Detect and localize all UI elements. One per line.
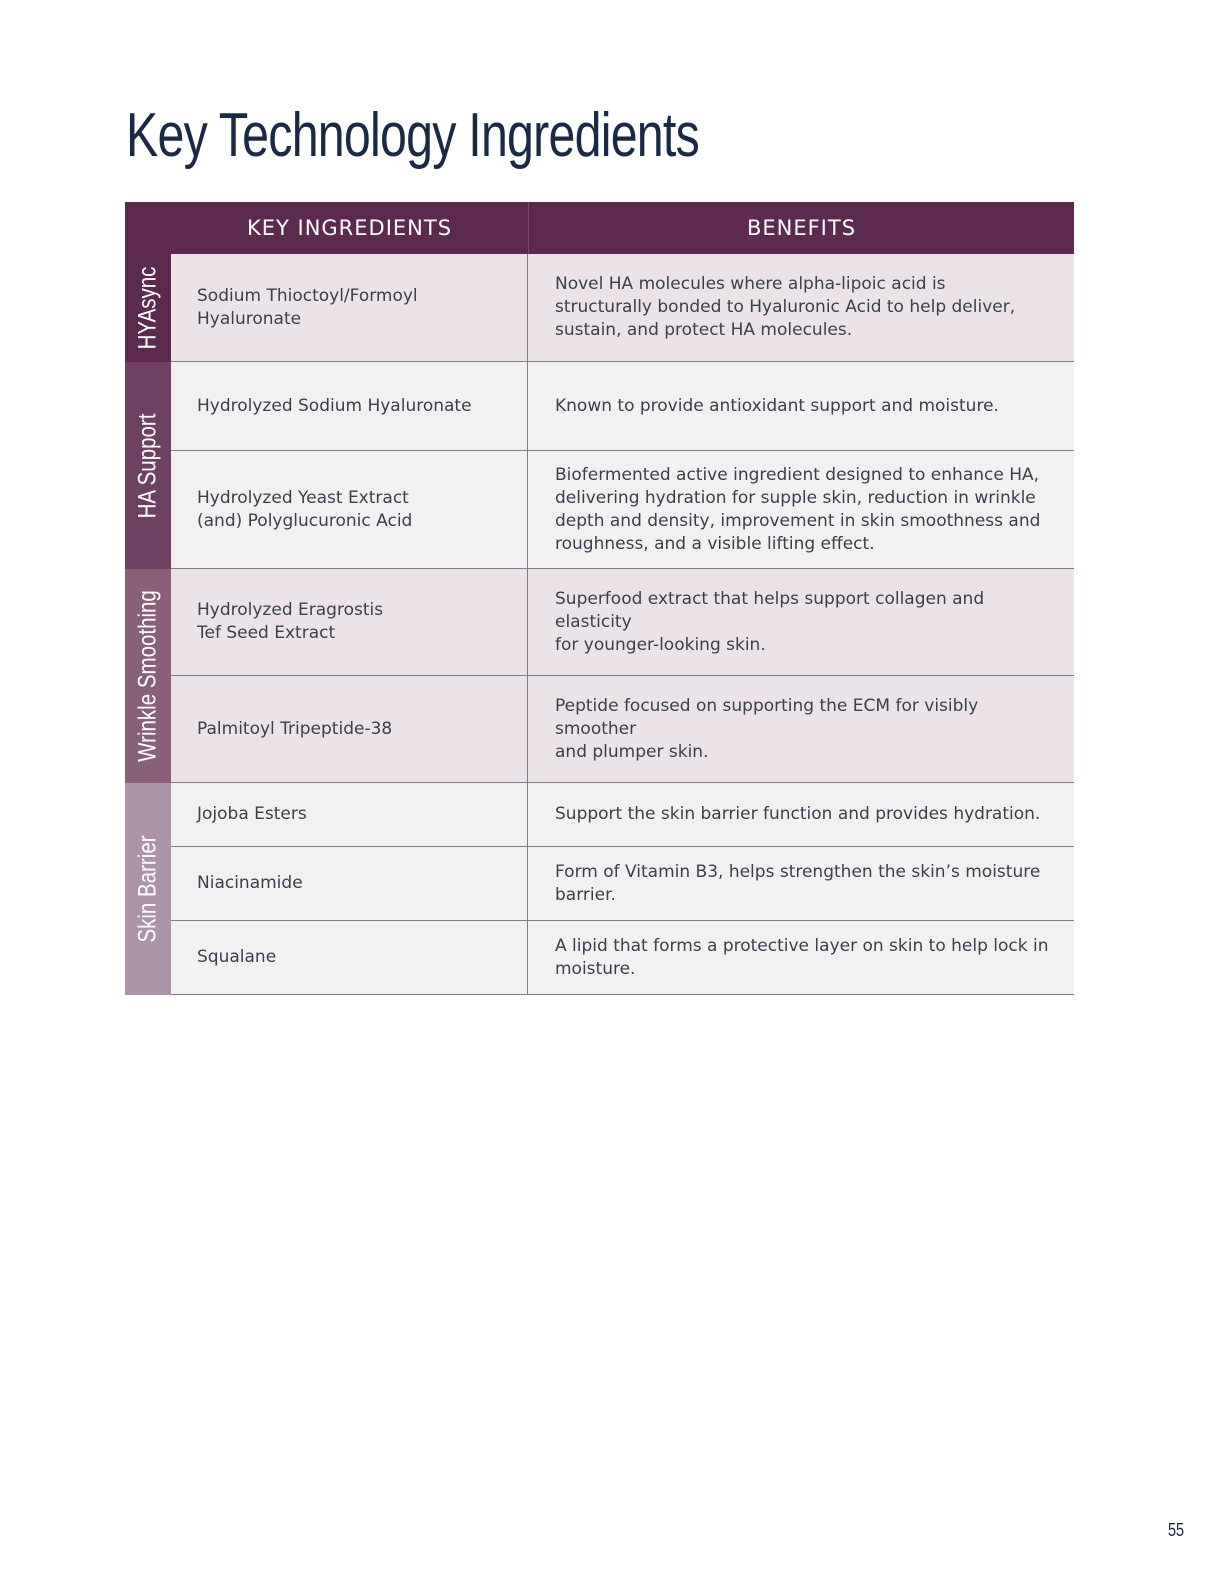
group-label-text: HYAsync [133,266,162,350]
group-wrinkle-smoothing [125,569,1074,783]
benefit-text: Superfood extract that helps support collagen and elasticity for younger-looking skin. [555,588,985,655]
table-row [171,676,1074,783]
benefit-text: Novel HA molecules where alpha-lipoic acid is structurally bonded to Hyaluronic Acid to help deliver, sustain, and protect HA molecules. [555,274,1016,340]
ingredient-cell [171,847,528,920]
ingredient-cell [171,254,528,361]
group-label-text: Wrinkle Smoothing [133,590,162,762]
header-spacer [125,202,171,254]
group-label [125,362,171,569]
ingredient-cell [171,362,528,450]
table-row [171,362,1074,451]
benefit-cell [528,254,1074,361]
ingredient-cell [171,783,528,846]
table-row [171,847,1074,921]
group-label [125,254,171,362]
benefit-cell [528,569,1074,675]
ingredient-cell [171,569,528,675]
table-row [171,451,1074,569]
page-title: Key Technology Ingredients [126,101,699,170]
ingredient-text: Niacinamide [197,873,303,893]
benefit-cell [528,847,1074,920]
table-header [125,202,1074,254]
ingredient-cell [171,451,528,568]
benefit-text: A lipid that forms a protective layer on skin to help lock in moisture. [555,935,1049,979]
ingredient-text: Palmitoyl Tripeptide-38 [197,718,393,739]
ingredient-text: Squalane [197,947,277,967]
benefit-text: Biofermented active ingredient designed to enhance HA, delivering hydration for supple skin, reduction in wrinkle depth and density, improvement in skin smoothness and roughness, and a visible lifting effect. [555,464,1041,554]
group-label [125,783,171,995]
table-row [171,569,1074,676]
ingredient-text: Hydrolyzed Sodium Hyaluronate [197,395,472,416]
header-benefits: BENEFITS [746,216,857,240]
group-label-text: HA Support [133,413,162,518]
benefit-cell [528,783,1074,846]
group-skin-barrier [125,783,1074,995]
benefit-cell [528,676,1074,782]
benefit-text: Known to provide antioxidant support and moisture. [555,395,999,416]
ingredients-table [125,202,1074,995]
table-row [171,783,1074,847]
group-hyasync [125,254,1074,362]
ingredient-cell [171,676,528,782]
benefit-text: Peptide focused on supporting the ECM for visibly smoother and plumper skin. [555,695,979,762]
group-label [125,569,171,783]
benefit-text: Form of Vitamin B3, helps strengthen the skin’s moisture barrier. [555,861,1041,905]
benefit-cell [528,921,1074,994]
ingredient-text: Sodium Thioctoyl/Formoyl Hyaluronate [197,285,418,329]
benefit-cell [528,451,1074,568]
group-label-text: Skin Barrier [133,835,162,943]
benefit-text: Support the skin barrier function and provides hydration. [555,804,1041,824]
table-row [171,921,1074,995]
benefit-cell [528,362,1074,450]
ingredient-cell [171,921,528,994]
table-row [171,254,1074,362]
ingredient-text: Hydrolyzed Yeast Extract (and) Polyglucuronic Acid [197,487,413,531]
header-key-ingredients: KEY INGREDIENTS [171,202,529,254]
page-number: 55 [1167,1520,1184,1540]
ingredient-text: Hydrolyzed Eragrostis Tef Seed Extract [197,600,384,643]
ingredient-text: Jojoba Esters [197,804,307,824]
group-ha-support [125,362,1074,569]
